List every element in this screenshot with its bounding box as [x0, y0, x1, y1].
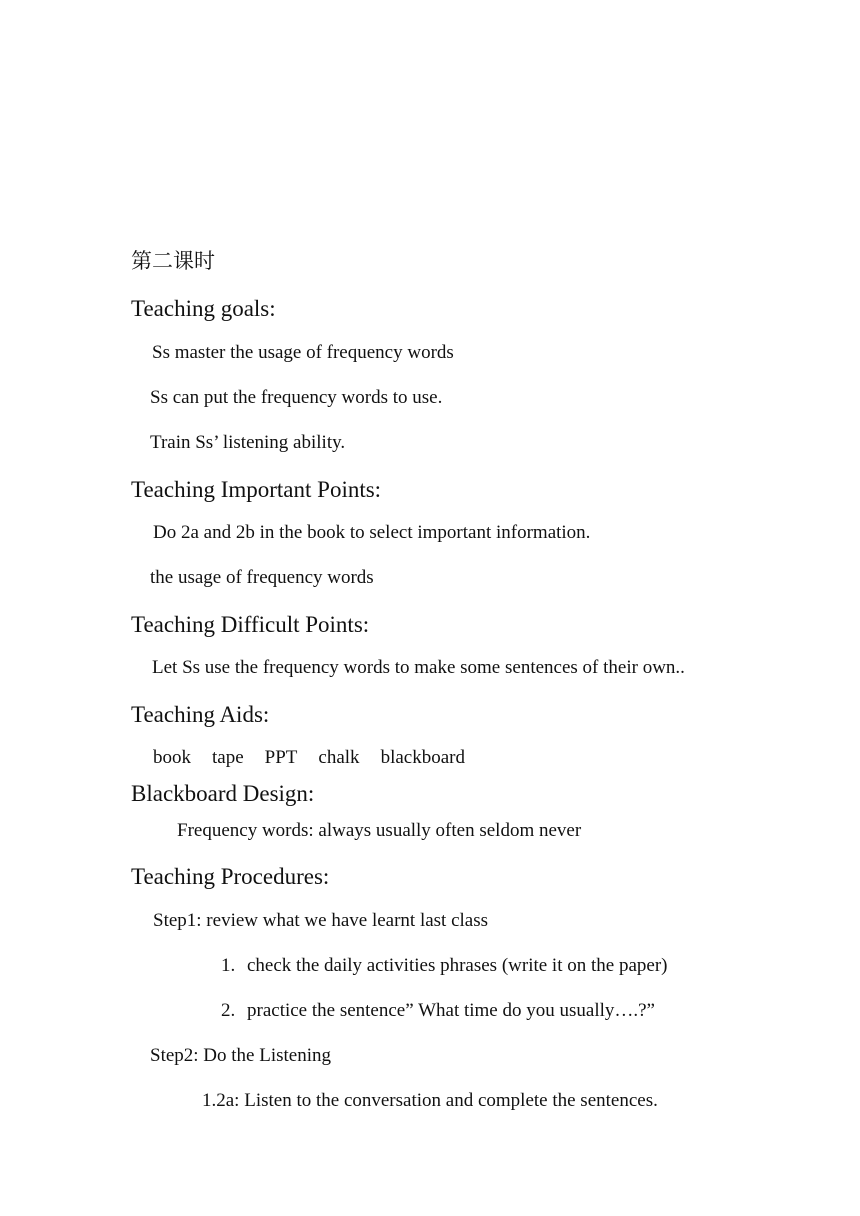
aid-item: chalk	[318, 747, 360, 768]
important-points-heading: Teaching Important Points:	[131, 477, 382, 502]
aid-item: book	[153, 747, 191, 768]
step1-title: Step1: review what we have learnt last class	[153, 910, 489, 931]
difficult-point-item-1: Let Ss use the frequency words to make some sentences of their own..	[152, 657, 685, 678]
goals-heading: Teaching goals:	[131, 296, 276, 321]
lesson-title: 第二课时	[131, 249, 215, 273]
aid-item: blackboard	[380, 747, 465, 768]
step1-item-1	[221, 956, 667, 975]
blackboard-heading: Blackboard Design:	[131, 781, 315, 806]
goal-item-3: Train Ss’ listening ability.	[150, 432, 346, 453]
important-point-item-2: the usage of frequency words	[150, 567, 374, 588]
blackboard-text: Frequency words: always usually often seldom never	[177, 820, 582, 841]
step1-item-2	[221, 1001, 655, 1020]
step2-title: Step2: Do the Listening	[150, 1045, 332, 1066]
important-point-item-1: Do 2a and 2b in the book to select important information.	[153, 522, 591, 543]
goal-item-1: Ss master the usage of frequency words	[152, 342, 454, 363]
aid-item: tape	[212, 747, 244, 768]
goal-item-2: Ss can put the frequency words to use.	[150, 387, 443, 408]
list-item-text: practice the sentence” What time do you usually….?”	[247, 1000, 655, 1021]
aid-item: PPT	[264, 747, 298, 768]
step2-item-1: 1.2a: Listen to the conversation and complete the sentences.	[202, 1090, 658, 1111]
aids-heading: Teaching Aids:	[131, 702, 270, 727]
aids-list	[153, 748, 486, 767]
list-number: 1.	[221, 955, 236, 976]
difficult-points-heading: Teaching Difficult Points:	[131, 612, 370, 637]
list-number: 2.	[221, 1000, 236, 1021]
procedures-heading: Teaching Procedures:	[131, 864, 330, 889]
list-item-text: check the daily activities phrases (write it on the paper)	[247, 955, 668, 976]
